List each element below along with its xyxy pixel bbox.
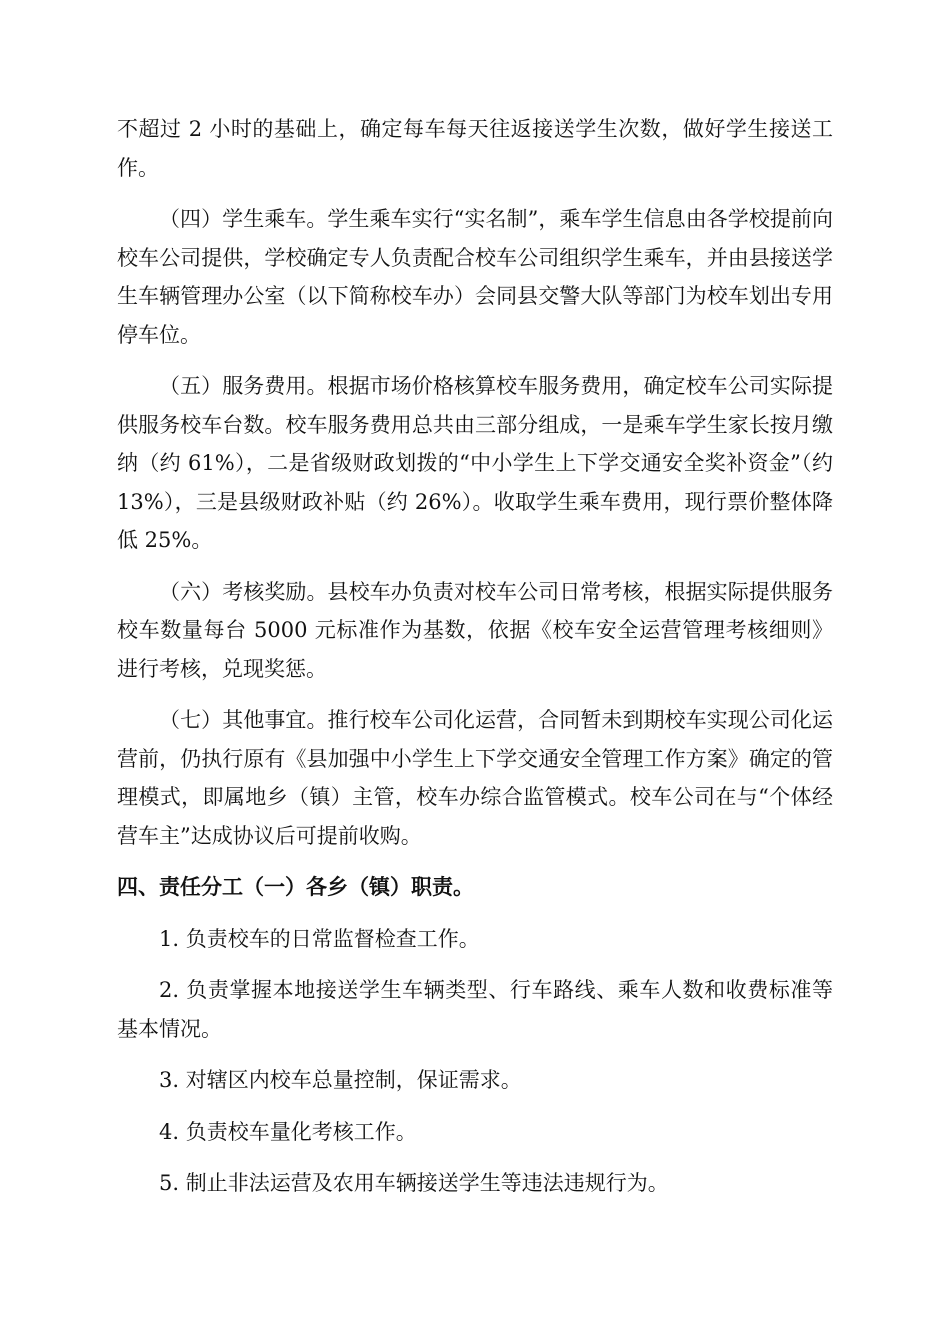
paragraph-assessment-rewards: （六）考核奖励。县校车办负责对校车公司日常考核，根据实际提供服务校车数量每台 5000 元标准作为基数，依据《校车安全运营管理考核细则》进行考核，兑现奖惩。 bbox=[117, 579, 833, 681]
paragraph-service-fees: （五）服务费用。根据市场价格核算校车服务费用，确定校车公司实际提供服务校车台数。校车服务费用总共由三部分组成，一是乘车学生家长按月缴纳（约 61%），二是省级财政划拨的“中小学生上下学交通安全奖补资金”（约 13%），三是县级财政补贴（约 26%）。收取学生乘车费用，现行票价整体降低 25%。 bbox=[117, 374, 833, 552]
document-page bbox=[117, 110, 833, 1203]
duty-item: 5. 制止非法运营及农用车辆接送学生等违法违规行为。 bbox=[159, 1171, 669, 1195]
duty-item: 3. 对辖区内校车总量控制，保证需求。 bbox=[159, 1068, 522, 1092]
paragraph-student-boarding: （四）学生乘车。学生乘车实行“实名制”，乘车学生信息由各学校提前向校车公司提供，学校确定专人负责配合校车公司组织学生乘车，并由县接送学生车辆管理办公室（以下简称校车办）会同县交警大队等部门为校车划出专用停车位。 bbox=[117, 207, 833, 347]
duty-item: 1. 负责校车的日常监督检查工作。 bbox=[159, 926, 480, 951]
duty-item: 4. 负责校车量化考核工作。 bbox=[159, 1119, 417, 1144]
duty-item: 2. 负责掌握本地接送学生车辆类型、行车路线、乘车人数和收费标准等基本情况。 bbox=[117, 978, 833, 1041]
paragraph-continuation: 不超过 2 小时的基础上，确定每车每天往返接送学生次数，做好学生接送工作。 bbox=[117, 117, 833, 180]
section-heading: 四、责任分工（一）各乡（镇）职责。 bbox=[117, 875, 474, 899]
paragraph-other-matters: （七）其他事宜。推行校车公司化运营，合同暂未到期校车实现公司化运营前，仍执行原有《县加强中小学生上下学交通安全管理工作方案》确定的管理模式，即属地乡（镇）主管，校车办综合监管模式。校车公司在与“个体经营车主”达成协议后可提前收购。 bbox=[117, 708, 833, 848]
